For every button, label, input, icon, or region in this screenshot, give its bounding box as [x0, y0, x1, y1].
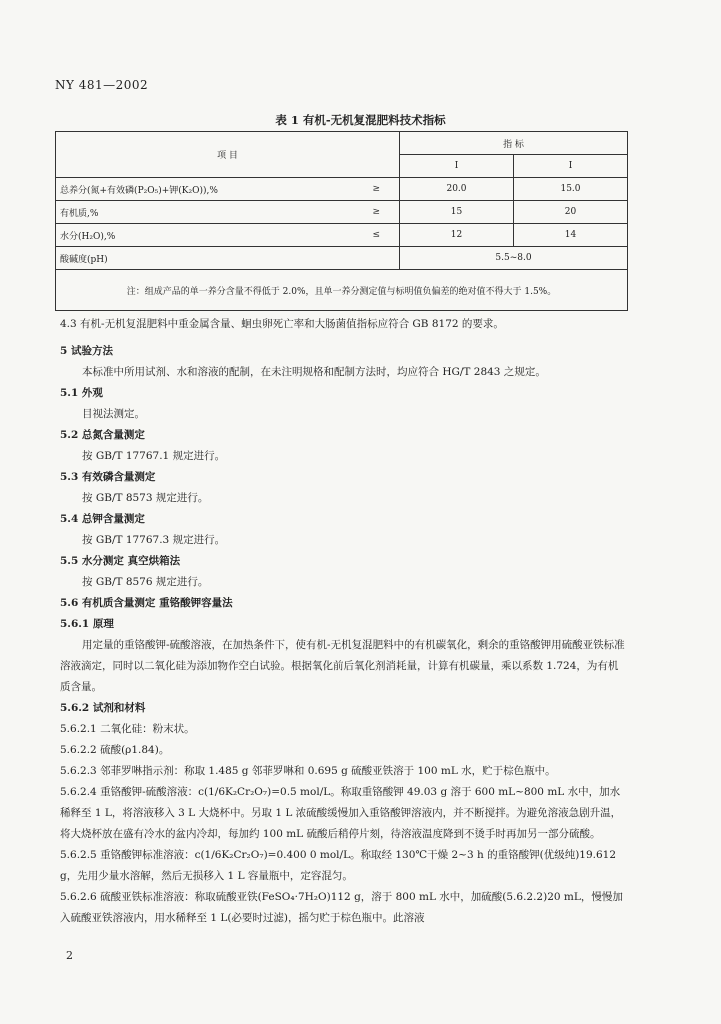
grade-1-header: I: [400, 155, 514, 178]
standard-number: NY 481—2002: [55, 78, 149, 92]
row-symbol: ≤: [354, 224, 400, 247]
section-5-6-2-3: 5.6.2.3 邻菲罗啉指示剂：称取 1.485 g 邻菲罗啉和 0.695 g 硫酸亚铁溶于 100 mL 水，贮于棕色瓶中。: [60, 765, 556, 777]
row-value-1: 15: [400, 201, 514, 224]
row-value-2: 20: [514, 201, 628, 224]
col-index-header: 指 标: [400, 132, 628, 155]
section-5-text: 本标准中所用试剂、水和溶液的配制，在未注明规格和配制方法时，均应符合 HG/T 2843 之规定。: [82, 366, 546, 378]
row-value-2: 14: [514, 224, 628, 247]
table-row: [56, 224, 628, 247]
ph-name: 酸碱度(pH): [56, 247, 400, 270]
section-5-6-heading: 5.6 有机质含量测定 重铬酸钾容量法: [60, 597, 233, 609]
page-number: 2: [66, 949, 73, 962]
row-value-2: 15.0: [514, 178, 628, 201]
section-5-4-heading: 5.4 总钾含量测定: [60, 513, 145, 525]
section-5-5-text: 按 GB/T 8576 规定进行。: [82, 576, 209, 588]
section-5-6-2-6: 5.6.2.6 硫酸亚铁标准溶液：称取硫酸亚铁(FeSO₄·7H₂O)112 g，溶于 800 mL 水中，加硫酸(5.6.2.2)20 mL，慢慢加入硫酸亚铁溶液内，用水稀释至 1 L(必要时过滤)，摇匀贮于棕色瓶中。此溶液: [60, 891, 623, 924]
section-5-6-2-4: 5.6.2.4 重铬酸钾-硫酸溶液：c(1/6K₂Cr₂O₇)=0.5 mol/L。称取重铬酸钾 49.03 g 溶于 600 mL~800 mL 水中，加水稀释至 1 L，将溶液移入 3 L 大烧杯中。另取 1 L 浓硫酸缓慢加入重铬酸钾溶液内，并不断搅拌。为避免溶液急剧升温，将大烧杯放在盛有冷水的盆内冷却，每加约 100 mL 硫酸后稍停片刻，待溶液温度降到不烫手时再加另一部分硫酸。: [60, 786, 622, 840]
section-5-6-1-text: 用定量的重铬酸钾-硫酸溶液，在加热条件下，使有机-无机复混肥料中的有机碳氧化，剩余的重铬酸钾用硫酸亚铁标准溶液滴定，同时以二氧化硅为添加物作空白试验。根据氧化前后氧化剂消耗量，计算有机碳量，乘以系数 1.724，为有机质含量。: [60, 639, 625, 693]
col-item-header: 项 目: [56, 132, 400, 178]
table-row: [56, 201, 628, 224]
ph-value: 5.5~8.0: [400, 247, 628, 270]
row-value-1: 20.0: [400, 178, 514, 201]
section-5-3-heading: 5.3 有效磷含量测定: [60, 471, 156, 483]
section-5-2-text: 按 GB/T 17767.1 规定进行。: [82, 450, 226, 462]
section-5-2-heading: 5.2 总氮含量测定: [60, 429, 145, 441]
table-row-ph: [56, 247, 628, 270]
section-5-1-heading: 5.1 外观: [60, 387, 103, 399]
document-body: [60, 314, 628, 929]
section-5-6-2-1: 5.6.2.1 二氧化硅：粉末状。: [60, 723, 195, 735]
section-5-6-2-2: 5.6.2.2 硫酸(ρ1.84)。: [60, 744, 170, 756]
section-5-5-heading: 5.5 水分测定 真空烘箱法: [60, 555, 181, 567]
spec-table: [55, 131, 628, 311]
section-5-6-2-5: 5.6.2.5 重铬酸钾标准溶液：c(1/6K₂Cr₂O₇)=0.400 0 mol/L。称取经 130℃干燥 2~3 h 的重铬酸钾(优级纯)19.612 g，先用少量水溶解，然后无损移入 1 L 容量瓶中，定容混匀。: [60, 849, 617, 882]
section-5-heading: 5 试验方法: [60, 345, 113, 357]
table-caption: 表 1 有机-无机复混肥料技术指标: [275, 113, 446, 127]
grade-2-header: I: [514, 155, 628, 178]
table-header-row: [56, 132, 628, 155]
section-5-4-text: 按 GB/T 17767.3 规定进行。: [82, 534, 226, 546]
table-note-row: [56, 270, 628, 311]
section-5-1-text: 目视法测定。: [82, 408, 145, 420]
table-note: 注：组成产品的单一养分含量不得低于 2.0%，且单一养分测定值与标明值负偏差的绝对值不得大于 1.5%。: [56, 270, 628, 311]
row-name: 水分(H₂O),%: [56, 224, 354, 247]
section-5-3-text: 按 GB/T 8573 规定进行。: [82, 492, 209, 504]
row-symbol: ≥: [354, 178, 400, 201]
section-4-3: 4.3 有机-无机复混肥料中重金属含量、蛔虫卵死亡率和大肠菌值指标应符合 GB 8172 的要求。: [60, 318, 504, 330]
section-5-6-2-heading: 5.6.2 试剂和材料: [60, 702, 146, 714]
row-value-1: 12: [400, 224, 514, 247]
section-5-6-1-heading: 5.6.1 原理: [60, 618, 114, 630]
row-symbol: ≥: [354, 201, 400, 224]
row-name: 有机质,%: [56, 201, 354, 224]
table-row: [56, 178, 628, 201]
row-name: 总养分(氮+有效磷(P₂O₅)+钾(K₂O)),%: [56, 178, 354, 201]
